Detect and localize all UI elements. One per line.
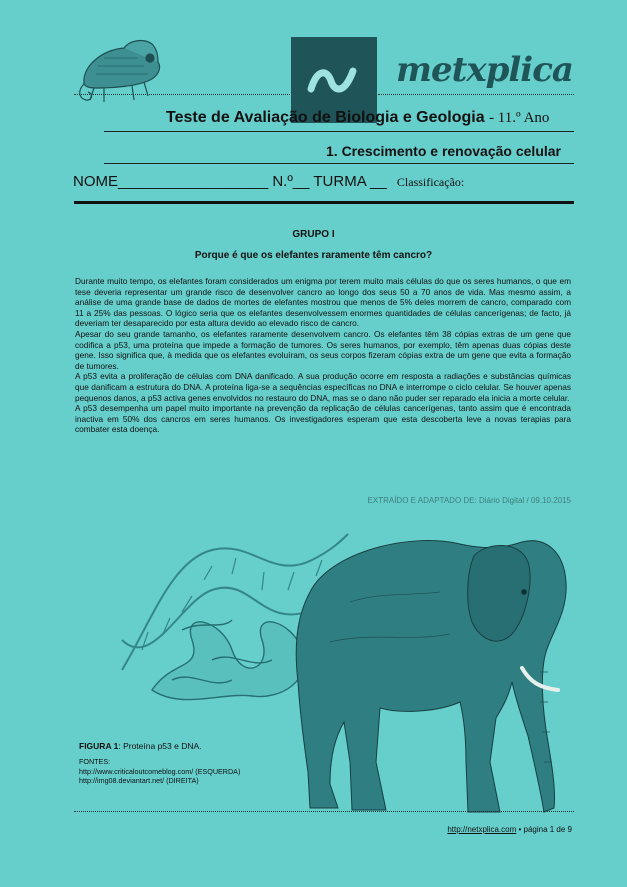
figure-label: FIGURA 1	[79, 741, 119, 751]
title-text: Teste de Avaliação de Biologia e Geologia	[166, 109, 485, 126]
footer-link[interactable]: http://netxplica.com	[447, 825, 517, 834]
page-number: • página 1 de 9	[518, 825, 572, 834]
section-rule	[104, 163, 574, 164]
student-info-row	[73, 173, 464, 190]
figure-sources	[79, 757, 240, 786]
source-link-right: http://img08.deviantart.net/ (DIREITA)	[79, 776, 199, 785]
brand-wordmark: metxplica	[396, 50, 573, 90]
article-paragraph: A p53 desempenha um papel muito importante na prevenção da replicação de células cancerígenas, tanto assim que é encontrada inactiva em 50% dos cancros em seres humanos. Os investigadores esperam que esta descoberta leve a novas terapias para combater esta doença.	[75, 403, 571, 435]
question-title: Porque é que os elefantes raramente têm cancro?	[194, 250, 433, 261]
year-text: - 11.º Ano	[489, 110, 550, 126]
group-title: GRUPO I	[292, 229, 335, 240]
header-bottom-rule	[74, 201, 574, 204]
source-link-left: http://www.criticaloutcomeblog.com/ (ESQUERDA)	[79, 766, 241, 776]
section-title: 1. Crescimento e renovação celular	[326, 143, 561, 159]
page-footer	[300, 825, 572, 834]
figure-caption-text: : Proteína p53 e DNA.	[118, 741, 202, 751]
name-fields: NOME__________________ N.º__ TURMA __	[73, 173, 387, 190]
article-paragraph: Apesar do seu grande tamanho, os elefantes raramente desenvolvem cancro. Os elefantes têm 38 cópias extras de um gene que codifica a p53, uma proteína que impede a formação de tumores. Os seres humanos, por exemplo, têm apenas duas cópias deste gene. Isso significa que, à medida que os elefantes evoluíram, os seus corpos fizeram cópias extra de um gene que evita a formação de tumores.	[75, 328, 571, 371]
header-dotted-rule	[74, 94, 290, 95]
article-text	[75, 276, 571, 435]
chameleon-illustration	[74, 36, 170, 106]
elephant-illustration	[290, 522, 580, 817]
article-paragraph: A p53 evita a proliferação de células com DNA danificado. A sua produção ocorre em resposta a radiações e substâncias químicas que danificam a estrutura do DNA. A proteína liga-se a sequências específicas no DNA e interrompe o ciclo celular. Se houver apenas pequenos danos, a p53 activa genes envolvidos no restauro do DNA, mas se o dano não puder ser reparado ela inicia a morte celular.	[75, 371, 571, 403]
figure-caption	[79, 741, 202, 751]
sources-title: FONTES:	[79, 757, 111, 766]
article-paragraph: Durante muito tempo, os elefantes foram considerados um enigma por terem muito mais células do que os seres humanos, o que em tese deveria representar um grande risco de desenvolver cancro ao longo dos seus 50 a 70 anos de vida. Mas mesmo assim, a análise de uma grande base de dados de mortes de elefantes mostrou que menos de 5% deles morrem de cancro, comparado com 11 a 25% das pessoas. O lógico seria que os elefantes desenvolvessem enormes quantidades de células cancerígenas; de facto, já deveriam ter desaparecido por esta altura devido ao elevado risco de cancro.	[75, 276, 571, 329]
classification-label: Classificação:	[396, 175, 465, 189]
footer-dotted-rule	[74, 811, 574, 812]
page-title	[166, 109, 549, 127]
header-dotted-rule-right	[378, 94, 574, 95]
article-source: EXTRAÍDO E ADAPTADO DE: Diário Digital / 09.10.2015	[367, 496, 571, 505]
title-rule	[104, 131, 574, 132]
